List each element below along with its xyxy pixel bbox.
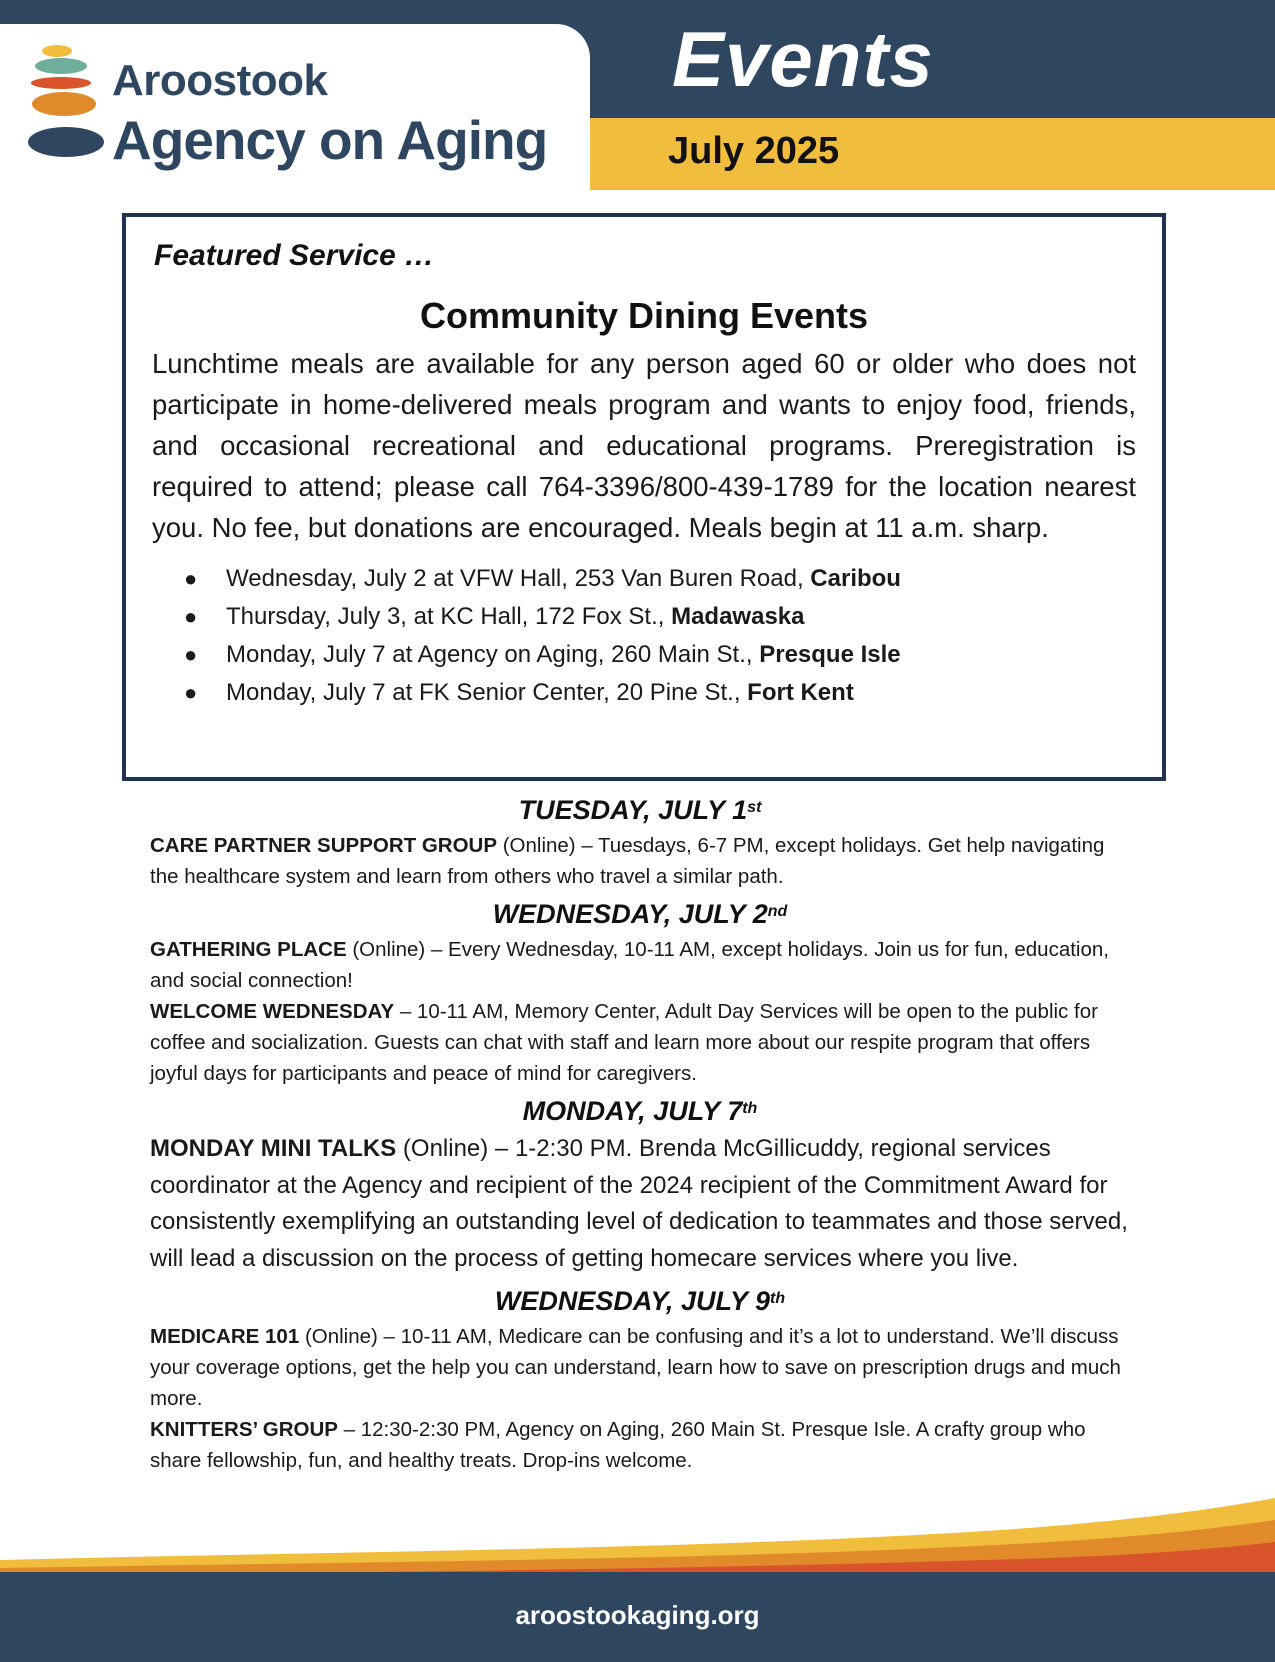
location-town: Fort Kent	[747, 679, 854, 706]
event-name: MONDAY MINI TALKS	[150, 1135, 397, 1162]
event-details: (Online) – Every Wednesday, 10-11 AM, except holidays. Join us for fun, education, and social connection!	[150, 938, 1109, 992]
featured-label: Featured Service …	[154, 239, 435, 272]
event-entry	[150, 1414, 1130, 1476]
location-text: Wednesday, July 2 at VFW Hall, 253 Van Buren Road,	[226, 565, 811, 592]
event-name: CARE PARTNER SUPPORT GROUP	[150, 834, 498, 857]
event-name: WELCOME WEDNESDAY	[150, 1000, 395, 1023]
location-text: Monday, July 7 at Agency on Aging, 260 Main St.,	[226, 641, 760, 668]
day-heading	[150, 1091, 1130, 1131]
day-suffix: st	[747, 799, 762, 816]
event-name: KNITTERS’ GROUP	[150, 1418, 338, 1441]
location-text: Monday, July 7 at FK Senior Center, 20 Pine St.,	[226, 679, 748, 706]
day-suffix: th	[742, 1100, 758, 1117]
event-entry	[150, 1321, 1130, 1414]
bullet-icon: ●	[184, 680, 198, 705]
event-details: (Online) – 1-2:30 PM. Brenda McGillicuddy, regional services coordinator at the Agency and recipient of the 2024 recipient of the Commitment Award for consistently exemplifying an outstanding level of dedication to teammates and those served, will lead a discussion on the process of getting homecare services where you live.	[150, 1135, 1128, 1272]
day-suffix: nd	[767, 903, 788, 920]
logo-stone-5	[28, 127, 104, 157]
featured-description: Lunchtime meals are available for any person aged 60 or older who does not participate in home-delivered meals program and wants to enjoy food, friends, and occasional recreational and educational programs. Preregistration is required to attend; please call 764-3396/800-439-1789 for the location nearest you. No fee, but donations are encouraged. Meals begin at 11 a.m. sharp.	[152, 348, 1136, 543]
bullet-icon: ●	[184, 642, 198, 667]
day-heading-text: WEDNESDAY, JULY 2	[492, 899, 768, 929]
day-heading	[150, 894, 1130, 934]
featured-service-box	[122, 213, 1166, 781]
event-entry	[150, 830, 1130, 892]
day-heading	[150, 790, 1130, 830]
day-heading-text: TUESDAY, JULY 1	[518, 795, 748, 825]
event-name: MEDICARE 101	[150, 1325, 300, 1348]
list-item	[184, 560, 1136, 598]
logo-stone-3	[31, 77, 91, 89]
event-entry	[150, 934, 1130, 996]
month-label: July 2025	[668, 130, 840, 172]
event-details: (Online) – Tuesdays, 6-7 PM, except holidays. Get help navigating the healthcare system and learn from others who travel a similar path.	[150, 834, 1105, 888]
org-name-line2: Agency on Aging	[112, 109, 548, 171]
featured-title: Community Dining Events	[419, 295, 869, 336]
day-suffix: th	[769, 1290, 786, 1307]
page-title: Events	[672, 15, 934, 103]
location-town: Madawaska	[671, 603, 805, 630]
day-heading-text: MONDAY, JULY 7	[522, 1096, 743, 1126]
org-name-line1: Aroostook	[112, 56, 328, 105]
event-entry	[150, 1131, 1130, 1277]
stacked-stones-logo-icon	[28, 44, 118, 169]
logo-stone-4	[32, 92, 96, 116]
event-details: – 10-11 AM, Memory Center, Adult Day Services will be open to the public for coffee and socialization. Guests can chat with staff and learn more about our respite program that offers joyful days for participants and peace of mind for caregivers.	[150, 1000, 1098, 1085]
event-details: (Online) – 10-11 AM, Medicare can be confusing and it’s a lot to understand. We’ll discuss your coverage options, get the help you can understand, learn how to save on prescription drugs and much more.	[150, 1325, 1121, 1410]
bullet-icon: ●	[184, 604, 198, 629]
list-item	[184, 598, 1136, 636]
event-name: GATHERING PLACE	[150, 938, 347, 961]
logo-stone-1	[42, 45, 72, 57]
day-heading-text: WEDNESDAY, JULY 9	[494, 1286, 770, 1316]
event-details: – 12:30-2:30 PM, Agency on Aging, 260 Main St. Presque Isle. A crafty group who share fellowship, fun, and healthy treats. Drop-ins welcome.	[150, 1418, 1086, 1472]
list-item	[184, 636, 1136, 674]
dining-locations-list	[184, 560, 1136, 712]
location-town: Presque Isle	[759, 641, 901, 668]
list-item	[184, 674, 1136, 712]
events-list	[150, 790, 1130, 1476]
event-entry	[150, 996, 1130, 1089]
location-town: Caribou	[810, 565, 901, 592]
day-heading	[150, 1281, 1130, 1321]
location-text: Thursday, July 3, at KC Hall, 172 Fox St.,	[226, 603, 672, 630]
website-link[interactable]: aroostookaging.org	[515, 1600, 760, 1630]
bullet-icon: ●	[184, 566, 198, 591]
logo-stone-2	[35, 58, 87, 74]
